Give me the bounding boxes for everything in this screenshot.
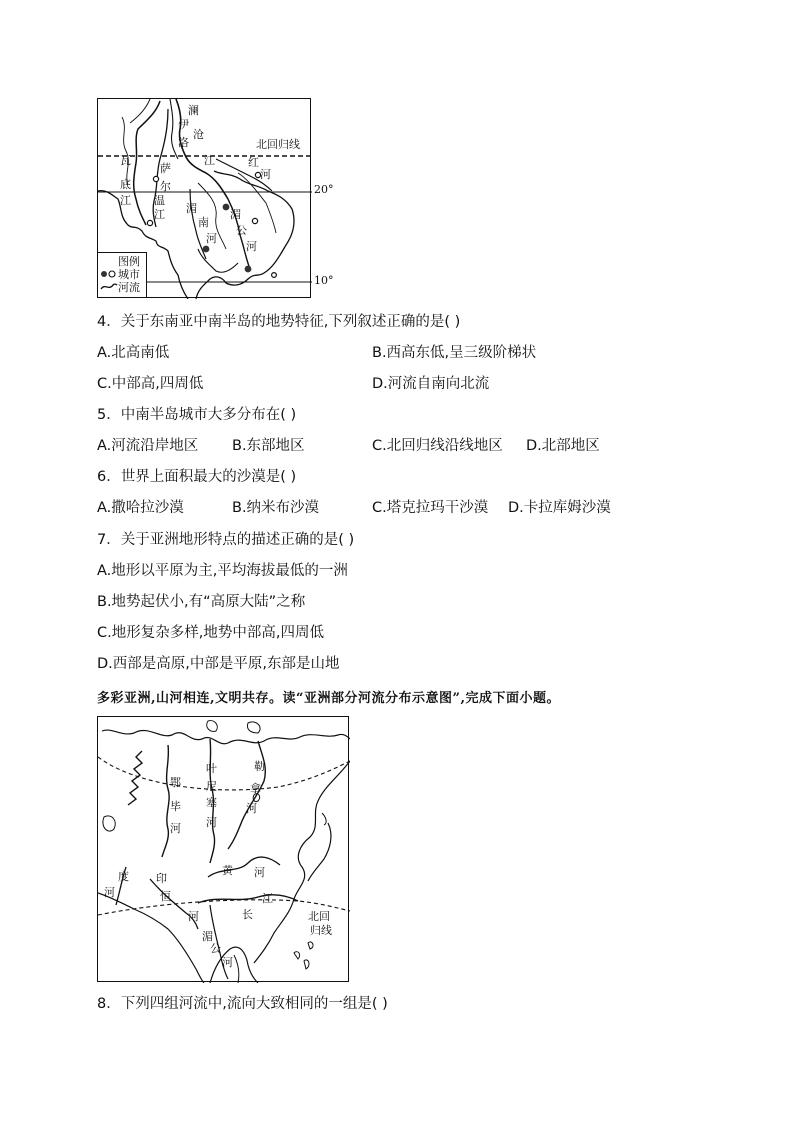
label-nan: 南 — [198, 216, 209, 229]
q5-option-d: D.北部地区 — [526, 438, 600, 454]
tropic-label-line2: 归线 — [310, 924, 332, 937]
q6-option-a: A.撒哈拉沙漠 — [97, 500, 184, 516]
label-gong: 公 — [236, 224, 247, 237]
q5-stem: 5．中南半岛城市大多分布在( ) — [97, 407, 297, 423]
indochina-map — [97, 98, 311, 298]
label-bi: 毕 — [170, 800, 181, 813]
east-coast — [254, 761, 350, 963]
label-wa: 瓦 — [120, 154, 131, 167]
city-marker — [147, 220, 152, 225]
q4-option-a: A.北高南低 — [97, 345, 170, 361]
q7-option-c: C.地形复杂多样,地势中部高,四周低 — [97, 625, 324, 641]
label-di: 底 — [120, 178, 131, 191]
city-marker — [245, 266, 252, 273]
label-jiang1: 江 — [120, 194, 131, 207]
label-wen: 温 — [154, 194, 165, 207]
label-sai: 塞 — [206, 796, 217, 809]
label-lan: 澜 — [188, 104, 199, 117]
label-yin: 印 — [156, 872, 167, 885]
q8-stem: 8．下列四组河流中,流向大致相同的一组是( ) — [97, 996, 388, 1012]
q7-option-b: B.地势起伏小,有“高原大陆”之称 — [97, 594, 306, 610]
label-du: 度 — [118, 870, 129, 883]
label-he-a: 河 — [170, 822, 181, 835]
q7-option-d: D.西部是高原,中部是平原,东部是山地 — [97, 656, 340, 672]
label-mei: 湄 — [202, 930, 213, 943]
label-e: 鄂 — [170, 776, 181, 789]
label-huang: 黄 — [222, 864, 233, 877]
label-heng: 恒 — [160, 890, 171, 903]
label-he-b: 河 — [206, 816, 217, 829]
gulf-coast — [198, 249, 238, 272]
q6-option-b: B.纳米布沙漠 — [232, 500, 320, 516]
legend-river-symbol — [100, 282, 118, 292]
label-jiang: 江 — [262, 892, 273, 905]
label-gong: 公 — [210, 942, 221, 955]
label-er: 尔 — [160, 180, 171, 193]
q6-stem: 6．世界上面积最大的沙漠是( ) — [97, 469, 297, 485]
legend-city: 城市 — [118, 268, 140, 281]
legend-river: 河流 — [118, 281, 140, 294]
yangtze-river — [198, 892, 298, 905]
legend-city-symbol — [100, 269, 118, 279]
label-hong: 红 — [248, 156, 259, 169]
ob-river — [162, 745, 169, 857]
q6-option-c: C.塔克拉玛干沙漠 — [372, 500, 489, 516]
label-jiang3: 江 — [204, 154, 215, 167]
label-he1: 河 — [260, 168, 271, 181]
city-marker — [203, 246, 210, 253]
legend-title: 图例 — [118, 255, 140, 268]
tropic-label: 北回归线 — [256, 138, 300, 151]
asia-map-drawing — [98, 717, 350, 983]
label-he2: 河 — [206, 232, 217, 245]
north-coast — [102, 730, 350, 744]
label-na: 拿 — [250, 782, 261, 795]
lat-20-label: 20° — [314, 183, 334, 196]
q5-option-c: C.北回归线沿线地区 — [372, 438, 503, 454]
map-legend — [98, 252, 147, 297]
label-sa: 萨 — [160, 162, 171, 175]
tropic-label-line1: 北回 — [308, 910, 330, 923]
asia-rivers-map — [97, 716, 349, 982]
q7-option-a: A.地形以平原为主,平均海拔最低的一洲 — [97, 563, 348, 579]
label-ye: 叶 — [206, 762, 217, 775]
label-he-c: 河 — [246, 802, 257, 815]
city-marker — [223, 204, 230, 211]
city-marker — [272, 273, 277, 278]
label-he-e: 河 — [188, 910, 199, 923]
city-marker — [153, 176, 158, 181]
q6-option-d: D.卡拉库姆沙漠 — [508, 500, 611, 516]
yellow-river — [208, 857, 280, 877]
lat-10-label: 10° — [314, 274, 334, 287]
label-he-g: 河 — [222, 956, 233, 969]
lena-river — [228, 741, 265, 849]
label-yi: 伊 — [178, 118, 189, 131]
label-mei1: 湄 — [186, 202, 197, 215]
label-chang: 长 — [242, 908, 253, 921]
q4-stem: 4．关于东南亚中南半岛的地势特征,下列叙述正确的是( ) — [97, 314, 461, 330]
ural-mountains — [128, 751, 142, 805]
q7-stem: 7．关于亚洲地形特点的描述正确的是( ) — [97, 532, 355, 548]
q4-option-d: D.河流自南向北流 — [372, 376, 490, 392]
label-luo: 洛 — [178, 136, 189, 149]
q4-option-b: B.西高东低,呈三级阶梯状 — [372, 345, 537, 361]
label-he-f: 河 — [254, 866, 265, 879]
section-intro: 多彩亚洲,山河相连,文明共存。读“亚洲部分河流分布示意图”,完成下面小题。 — [97, 691, 561, 706]
label-cang: 沧 — [193, 128, 204, 141]
label-le: 勒 — [254, 760, 265, 773]
label-ni: 尼 — [206, 780, 217, 793]
q4-option-c: C.中部高,四周低 — [97, 376, 204, 392]
label-he3: 河 — [246, 240, 257, 253]
lancang-river — [176, 99, 228, 199]
city-marker — [252, 218, 257, 223]
q5-option-a: A.河流沿岸地区 — [97, 438, 199, 454]
q5-option-b: B.东部地区 — [232, 438, 305, 454]
label-mei2: 湄 — [230, 208, 241, 221]
label-he-d: 河 — [104, 886, 115, 899]
label-jiang2: 江 — [154, 208, 165, 221]
